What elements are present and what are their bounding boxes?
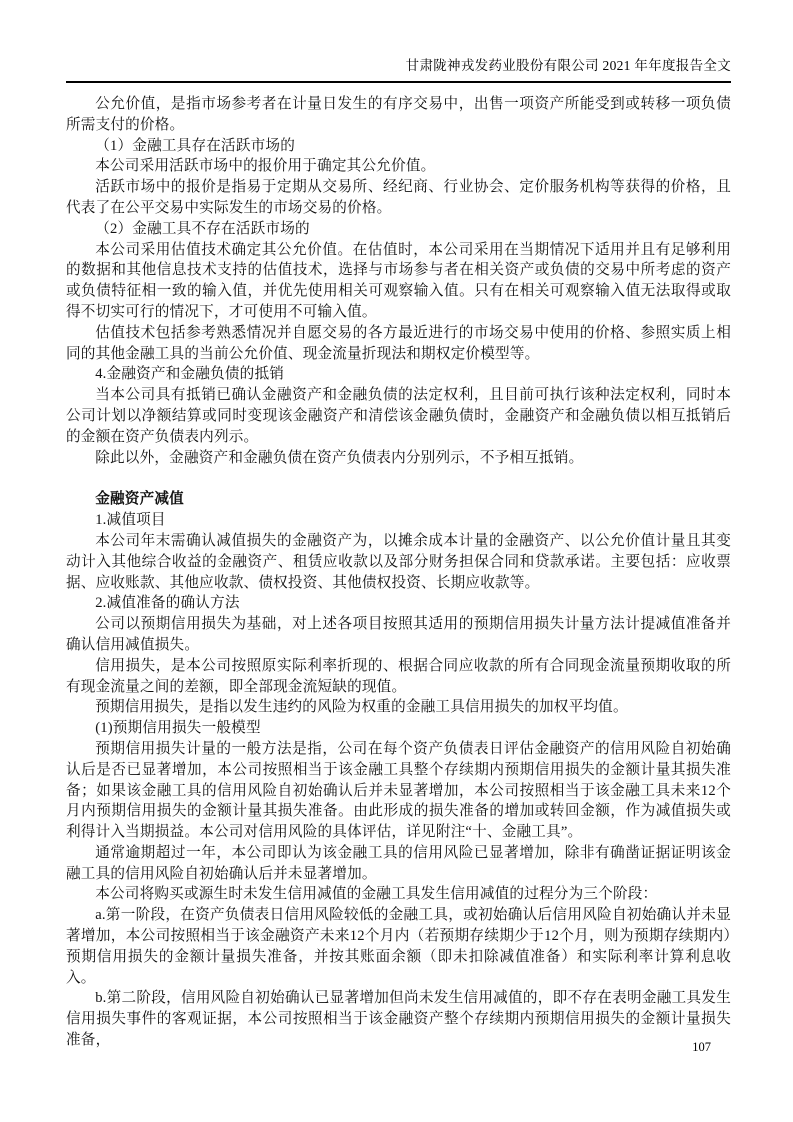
page-header [66,57,731,91]
paragraph: 估值技术包括参考熟悉情况并自愿交易的各方最近进行的市场交易中使用的价格、参照实质上相同的其他金融工具的当前公允价值、现金流量折现法和期权定价模型等。 [66,324,731,362]
paragraph: 通常逾期超过一年，本公司即认为该金融工具的信用风险已显著增加，除非有确凿证据证明该金融工具的信用风险自初始确认后并未显著增加。 [66,844,731,882]
paragraph: 2.减值准备的确认方法 [95,595,240,612]
paragraph: 本公司将购买或源生时未发生信用减值的金融工具发生信用减值的过程分为三个阶段： [95,886,658,903]
paragraph: 预期信用损失，是指以发生违约的风险为权重的金融工具信用损失的加权平均值。 [95,699,628,716]
paragraph: b.第二阶段，信用风险自初始确认已显著增加但尚未发生信用减值的，即不存在表明金融工具发生信用损失事件的客观证据，本公司按照相当于该金融资产整个存续期内预期信用损失的金额计量损失准备， [66,990,731,1049]
paragraph: 本公司年末需确认减值损失的金融资产为，以摊余成本计量的金融资产、以公允价值计量且其变动计入其他综合收益的金融资产、租赁应收款以及部分财务担保合同和贷款承诺。主要包括：应收票据、应收账款、其他应收款、债权投资、其他债权投资、长期应收款等。 [66,532,731,591]
paragraph: 预期信用损失计量的一般方法是指，公司在每个资产负债表日评估金融资产的信用风险自初始确认后是否已显著增加，本公司按照相当于该金融工具整个存续期内预期信用损失的金额计量其损失准备；如果该金融工具的信用风险自初始确认后并未显著增加，本公司按照相当于该金融工具未来12个月内预期信用损失的金额计量其损失准备。由此形成的损失准备的增加或转回金额，作为减值损失或利得计入当期损益。本公司对信用风险的具体评估，详见附注“十、金融工具”。 [66,740,731,841]
paragraph: 本公司采用活跃市场中的报价用于确定其公允价值。 [95,158,436,175]
report-header-title: 甘肃陇神戎发药业股份有限公司 2021 年年度报告全文 [405,58,731,73]
paragraph: 当本公司具有抵销已确认金融资产和金融负债的法定权利，且目前可执行该种法定权利，同时本公司计划以净额结算或同时变现该金融资产和清偿该金融负债时，金融资产和金融负债以相互抵销后的金额在资产负债表内列示。 [66,387,731,445]
paragraph: （2）金融工具不存在活跃市场的 [95,220,310,237]
paragraph: 本公司采用估值技术确定其公允价值。在估值时，本公司采用在当期情况下适用并且有足够利用的数据和其他信息技术支持的估值技术，选择与市场参与者在相关资产或负债的交易中所考虑的资产或负债特征相一致的输入值，并优先使用相关可观察输入值。只有在相关可观察输入值无法取得或取得不切实可行的情况下，才可使用不可输入值。 [66,241,731,320]
document-body [66,94,731,1051]
paragraph: a.第一阶段，在资产负债表日信用风险较低的金融工具，或初始确认后信用风险自初始确认并未显著增加，本公司按照相当于该金融资产未来12个月内（若预期存续期少于12个月，则为预期存续期内）预期信用损失的金额计量损失准备，并按其账面余额（即未扣除减值准备）和实际利率计算利息收入。 [66,907,731,986]
paragraph: 4.金融资产和金融负债的抵销 [95,366,285,383]
header-divider [66,81,731,83]
section-heading-financial-asset-impairment: 金融资产减值 [95,491,184,508]
paragraph: (1)预期信用损失一般模型 [95,720,261,737]
paragraph: 公允价值，是指市场参考者在计量日发生的有序交易中，出售一项资产所能受到或转移一项负债所需支付的价格。 [66,96,731,133]
paragraph: （1）金融工具存在活跃市场的 [95,137,296,154]
paragraph: 活跃市场中的报价是指易于定期从交易所、经纪商、行业协会、定价服务机构等获得的价格，且代表了在公平交易中实际发生的市场交易的价格。 [66,179,731,216]
page-number: 107 [692,1040,711,1054]
paragraph: 信用损失，是本公司按照原实际利率折现的、根据合同应收款的所有合同现金流量预期收取的所有现金流量之间的差额，即全部现金流短缺的现值。 [66,657,731,695]
paragraph: 公司以预期信用损失为基础，对上述各项目按照其适用的预期信用损失计量方法计提减值准备并确认信用减值损失。 [66,616,731,653]
paragraph: 1.减值项目 [95,512,166,529]
paragraph: 除此以外，金融资产和金融负债在资产负债表内分别列示，不予相互抵销。 [95,449,584,466]
